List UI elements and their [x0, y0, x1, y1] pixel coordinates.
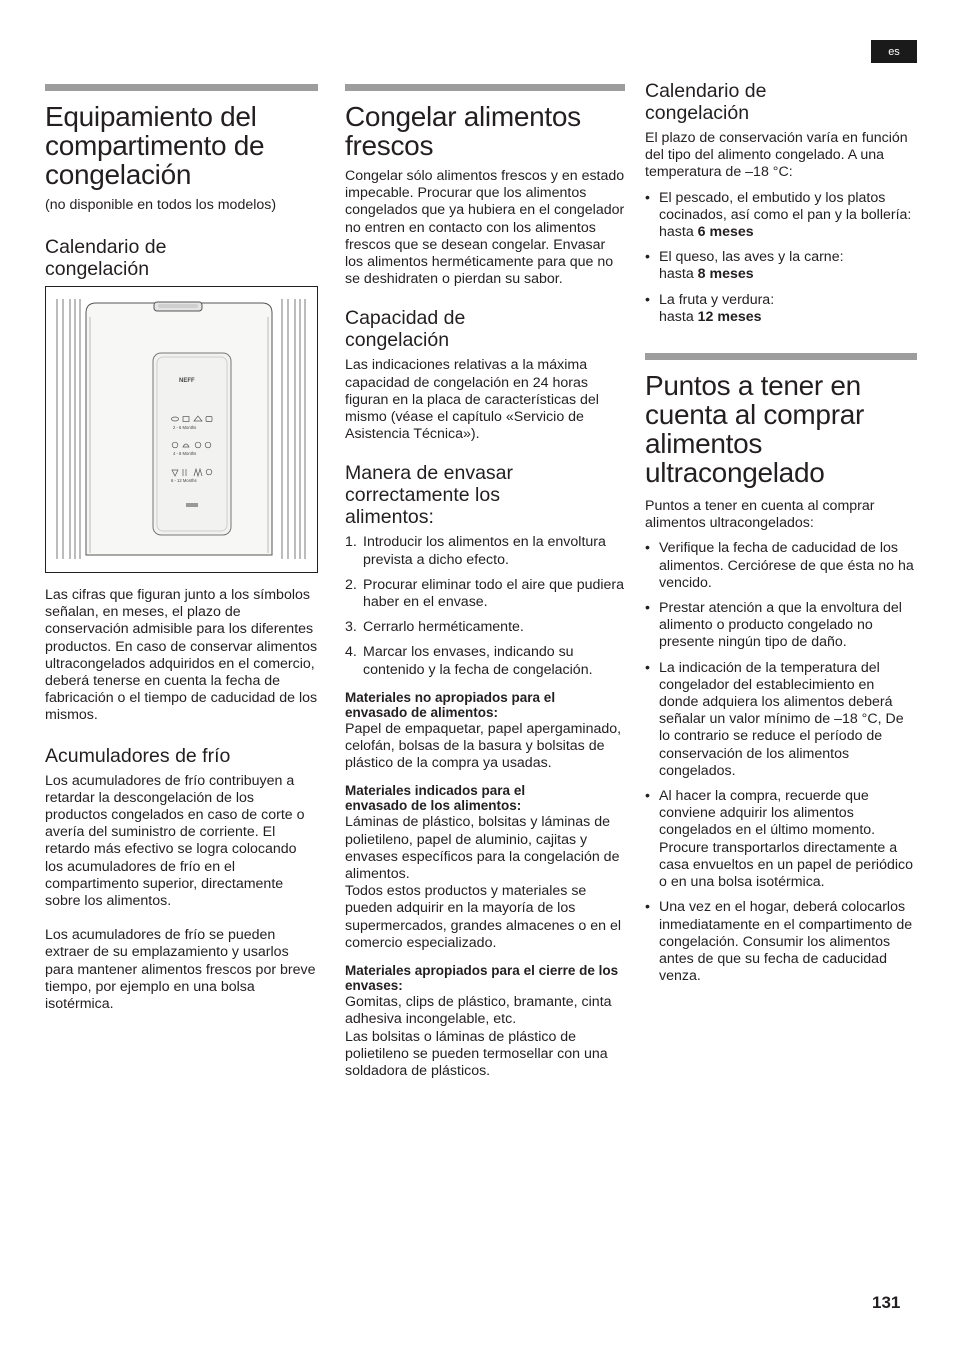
availability-note: (no disponible en todos los modelos) [45, 197, 277, 213]
brand-logo: NEFF [179, 378, 195, 384]
freezer-door-drawing [46, 287, 317, 572]
section-title-congelar: Congelar alimentos frescos [345, 101, 581, 161]
list-item: 1. Introducir los alimentos en la envoltura prevista a dicho efecto. [345, 534, 606, 568]
list-item: • La indicación de la temperatura del congelador del establecimiento en donde adquiera los alimentos deberá señalar un valor mínimo de –18 °C, De lo contrario se reduce el período de conservación de los alimentos congelados. [645, 660, 917, 780]
acumuladores-text-1: Los acumuladores de frío contribuyen a retardar la descongelación de los productos congelados en caso de corte o avería del suministro de corriente. El retardo más efectivo se logra colocando los acumuladores de frío en el compartimento superior, directamente sobre los alimentos. [45, 772, 305, 910]
list-item: • Verifique la fecha de caducidad de los alimentos. Cerciórese de que ésta no ha vencido. [645, 540, 917, 592]
materiales-cierre-text-2: Las bolsitas o láminas de plástico de polietileno se pueden termosellar con una soldadora de plásticos. [345, 1028, 608, 1079]
column-2 [345, 84, 625, 1097]
materiales-indicados-text-2: Todos estos productos y materiales se pueden adquirir en la mayoría de los supermercados, grandes almacenes o en el comercio especializado. [345, 883, 622, 951]
column-3 [645, 80, 917, 1001]
heading-materiales-cierre: Materiales apropiados para el cierre de los envases: [345, 963, 619, 994]
list-item: • El pescado, el embutido y los platos cocinados, así como el pan y la bollería: hasta 6 meses [645, 190, 917, 242]
puntos-intro: Puntos a tener en cuenta al comprar alimentos ultracongelados: [645, 498, 875, 532]
heading-materiales-no-apropiados: Materiales no apropiados para el envasado de alimentos: [345, 689, 556, 720]
label-2-6-months: 2 - 6 Months [173, 425, 197, 430]
puntos-list [645, 540, 917, 985]
column-1 [45, 84, 318, 1030]
congelar-intro: Congelar sólo alimentos frescos y en estado impecable. Procurar que los alimentos congelados que ya hubiera en el congelador no entren en contacto con los alimentos frescos que se desean congelar. Envasar los alimentos herméticamente para que no se deshidraten o pierdan su sabor. [345, 168, 625, 288]
language-tab: es [871, 40, 917, 63]
page-number: 131 [872, 1293, 901, 1312]
heading-manera-envasar: Manera de envasar correctamente los alimentos: [345, 462, 514, 529]
calendar-description: Las cifras que figuran junto a los símbolos señalan, en meses, el plazo de conservación admisible para los diferentes productos. En caso de conservar alimentos ultracongelados adquiridos en el comercio, deberá tenerse en cuenta la fecha de fabricación o el tiempo de caducidad de los mismos. [45, 587, 318, 724]
materiales-indicados-text-1: Láminas de plástico, bolsitas y láminas de polietileno, papel de aluminio, cajitas y envases específicos para la congelación de alimentos. [345, 814, 620, 883]
list-item: 3. Cerrarlo herméticamente. [345, 619, 524, 636]
list-item: • Al hacer la compra, recuerde que conviene adquirir los alimentos congelados en el último momento. Procure transportarlos directamente a casa envueltos en un papel de periódico o en una bolsa isotérmica. [645, 788, 917, 891]
heading-calendario-2: Calendario de congelación [645, 80, 767, 124]
list-item: • Prestar atención a que la envoltura del alimento o producto congelado no presente ningún tipo de daño. [645, 600, 917, 652]
materiales-no-apropiados-text: Papel de empaquetar, papel apergaminado, celofán, bolsas de la basura y bolsitas de plástico de la compra ya usadas. [345, 720, 622, 772]
section-title-puntos: Puntos a tener en cuenta al comprar alimentos ultracongelado [645, 370, 865, 489]
section-rule [345, 84, 625, 91]
list-item: 4. Marcar los envases, indicando su contenido y la fecha de congelación. [345, 644, 593, 678]
list-item: 2. Procurar eliminar todo el aire que pudiera haber en el envase. [345, 576, 625, 611]
calendario-intro: El plazo de conservación varía en función del tipo del alimento congelado. A una temperatura de –18 °C: [645, 130, 908, 181]
freezer-calendar-illustration [45, 286, 318, 573]
heading-materiales-indicados: Materiales indicados para el envasado de los alimentos: [345, 783, 526, 814]
heading-capacidad: Capacidad de congelación [345, 307, 466, 352]
calendario-list [645, 190, 917, 326]
section-rule [45, 84, 318, 91]
list-item: • El queso, las aves y la carne: hasta 8 meses [645, 249, 917, 283]
envasar-steps-list [345, 534, 625, 678]
materiales-cierre-text-1: Gomitas, clips de plástico, bramante, cinta adhesiva incongelable, etc. [345, 994, 612, 1028]
heading-acumuladores: Acumuladores de frío [45, 744, 231, 767]
list-item: • Una vez en el hogar, deberá colocarlos inmediatamente en el compartimento de congelación. Consumir los alimentos antes de que su fecha de caducidad venza. [645, 899, 917, 985]
label-4-8-months: 4 - 8 Months [173, 451, 197, 456]
capacidad-text: Las indicaciones relativas a la máxima capacidad de congelación en 24 horas figuran en la placa de características del mismo (véase el capítulo «Servicio de Asistencia Técnica»). [345, 357, 599, 443]
heading-calendario-1: Calendario de congelación [45, 236, 167, 280]
list-item: • La fruta y verdura: hasta 12 meses [645, 292, 917, 326]
section-title-equipamiento: Equipamiento del compartimento de congelación [45, 101, 265, 190]
section-rule [645, 353, 917, 360]
label-6-12-months: 6 - 12 Months [171, 478, 197, 483]
acumuladores-text-2: Los acumuladores de frío se pueden extraer de su emplazamiento y usarlos para mantener alimentos frescos por breve tiempo, por ejemplo en una bolsa isotérmica. [45, 927, 316, 1013]
